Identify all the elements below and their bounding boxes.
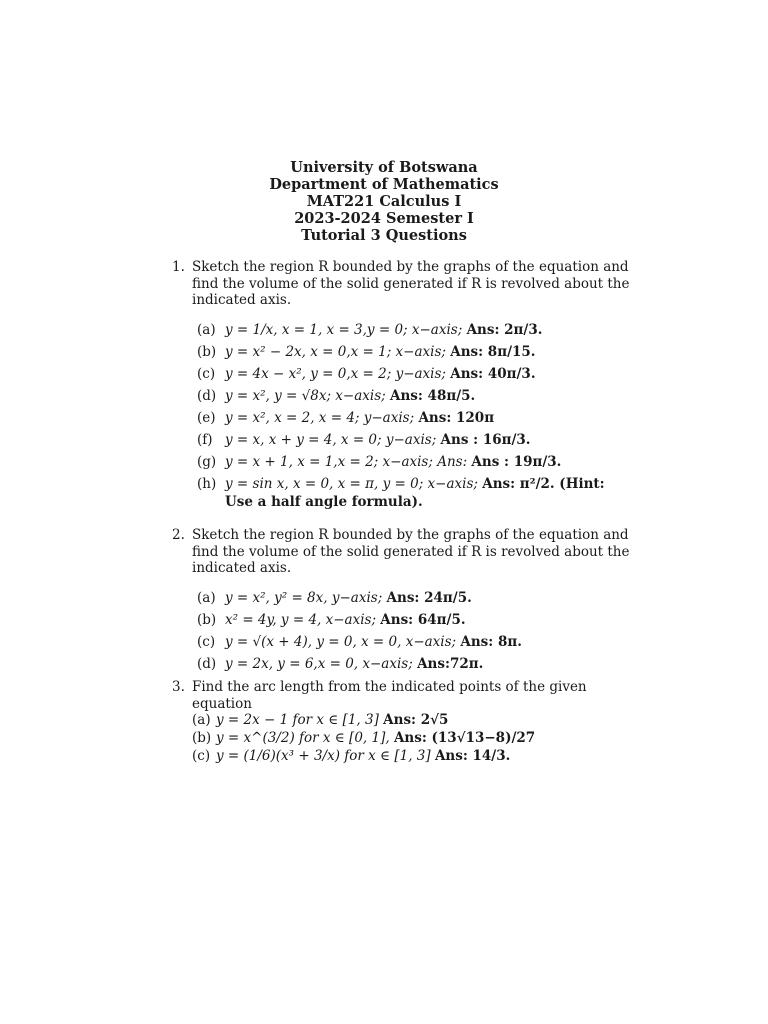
- semester-label: 2023-2024 Semester I: [294, 210, 474, 227]
- question-2: [172, 527, 632, 677]
- question-item: (a) y = 1/x, x = 1, x = 3,y = 0; x−axis; Ans: 2π/3.: [197, 321, 543, 338]
- document-header: [0, 159, 768, 244]
- question-number: 2.: [172, 527, 185, 543]
- question-1: [172, 259, 632, 515]
- question-item: (f) y = x, x + y = 4, x = 0; y−axis; Ans : 16π/3.: [197, 431, 531, 448]
- question-text: Sketch the region R bounded by the graphs of the equation and find the volume of the solid generated if R is revolved about the indicated axis.: [192, 527, 630, 576]
- department-name: Department of Mathematics: [269, 176, 499, 193]
- tutorial-title: Tutorial 3 Questions: [301, 227, 467, 244]
- question-item: (b) y = x^(3/2) for x ∈ [0, 1], Ans: (13√13−8)/27: [192, 730, 536, 746]
- question-item: (d) y = x², y = √8x; x−axis; Ans: 48π/5.: [197, 387, 476, 404]
- university-name: University of Botswana: [290, 159, 478, 176]
- question-3: [172, 679, 632, 766]
- question-items: [197, 321, 632, 511]
- question-number: 3.: [172, 679, 185, 695]
- question-text: Find the arc length from the indicated points of the given equation: [192, 679, 587, 712]
- question-items: [197, 589, 632, 673]
- question-item: (c) y = 4x − x², y = 0,x = 2; y−axis; Ans: 40π/3.: [197, 365, 536, 382]
- question-number: 1.: [172, 259, 185, 275]
- question-item: (d) y = 2x, y = 6,x = 0, x−axis; Ans:72π.: [197, 655, 484, 672]
- question-item: (a) y = 2x − 1 for x ∈ [1, 3] Ans: 2√5: [192, 712, 449, 728]
- question-item: (c) y = (1/6)(x³ + 3/x) for x ∈ [1, 3] Ans: 14/3.: [192, 748, 511, 764]
- question-item: (c) y = √(x + 4), y = 0, x = 0, x−axis; Ans: 8π.: [197, 633, 522, 650]
- question-items: [192, 712, 632, 765]
- question-text: Sketch the region R bounded by the graphs of the equation and find the volume of the solid generated if R is revolved about the indicated axis.: [192, 259, 630, 308]
- question-item: (a) y = x², y² = 8x, y−axis; Ans: 24π/5.: [197, 589, 472, 606]
- question-item: (g) y = x + 1, x = 1,x = 2; x−axis; Ans: Ans : 19π/3.: [197, 453, 562, 470]
- question-item: (h) y = sin x, x = 0, x = π, y = 0; x−axis; Ans: π²/2. (Hint: Use a half angle formula).: [197, 475, 605, 510]
- question-item: (b) y = x² − 2x, x = 0,x = 1; x−axis; Ans: 8π/15.: [197, 343, 536, 360]
- question-item: (b) x² = 4y, y = 4, x−axis; Ans: 64π/5.: [197, 611, 466, 628]
- course-title: MAT221 Calculus I: [306, 193, 462, 210]
- question-item: (e) y = x², x = 2, x = 4; y−axis; Ans: 120π: [197, 409, 495, 426]
